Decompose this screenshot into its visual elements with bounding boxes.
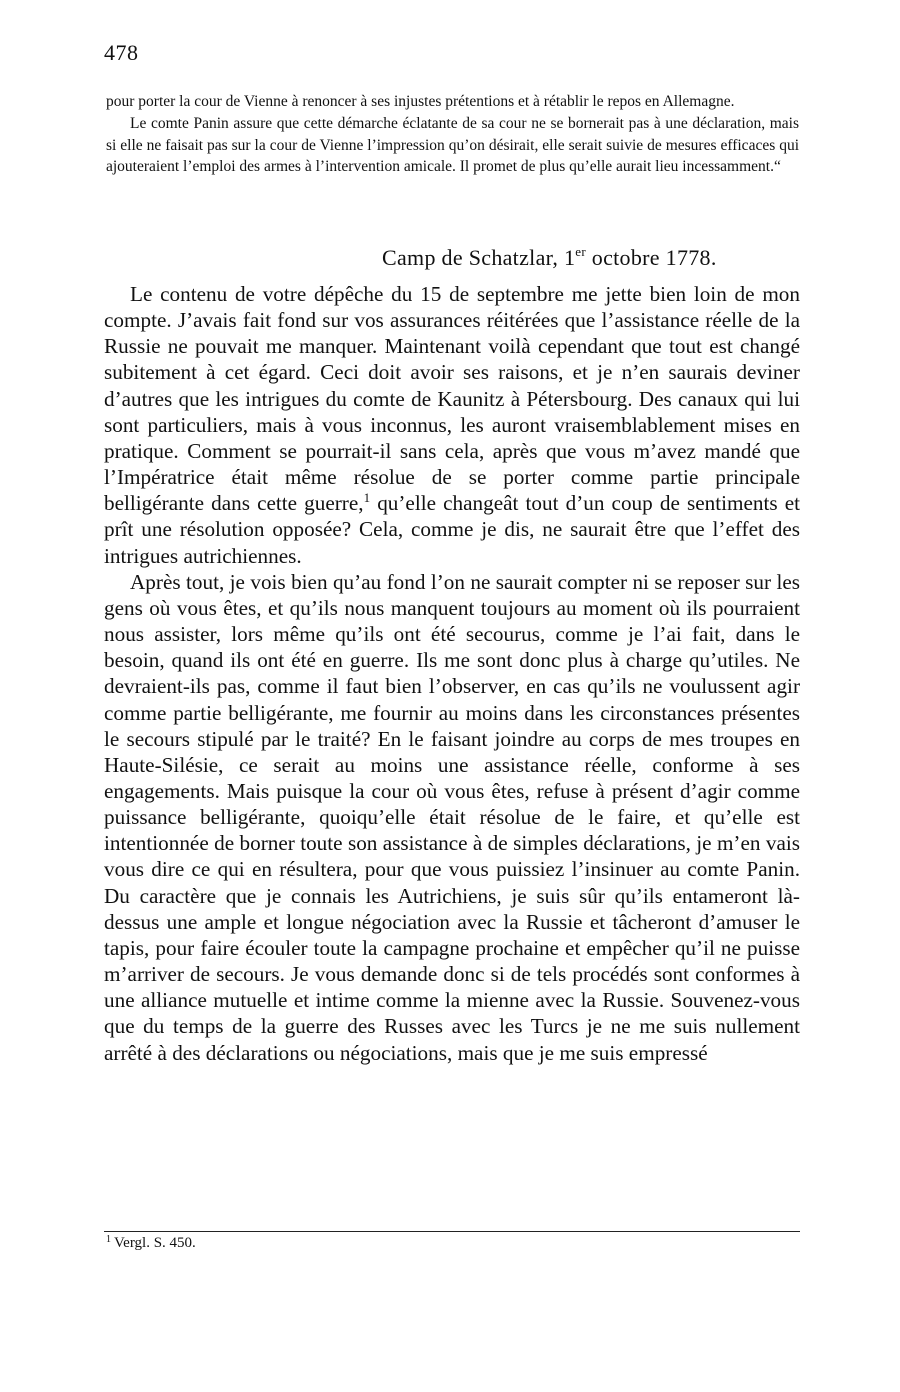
- quote-paragraph: Le comte Panin assure que cette démarche éclatante de sa cour ne se bornerait pas à une déclaration, mais si elle ne faisait pas sur la cour de Vienne l’impression qu’on désirait, elle serait suivie de mesures efficaces qui ajouteraient l’emploi des armes à l’intervention amicale. Il promet de plus qu’elle aurait lieu incessamment.“: [106, 114, 799, 176]
- footnote-separator: [104, 1231, 800, 1232]
- footnote: [106, 1234, 196, 1252]
- body-paragraph: [104, 281, 800, 569]
- body-paragraph: Après tout, je vois bien qu’au fond l’on ne saurait compter ni se reposer sur les gens où vous êtes, et qu’ils nous manquent toujours au moment où ils pourraient nous assister, lors même qu’ils ont été secourus, comme je l’ai fait, dans le besoin, quand ils ont été en guerre. Ils me sont donc plus à charge qu’utiles. Ne devraient-ils pas, comme il faut bien l’observer, en cas qu’ils ne voulussent agir comme partie belligérante, me fournir au moins dans les circonstances présentes le secours stipulé par le traité? En le faisant joindre au corps de mes troupes en Haute-Silésie, ce serait au moins une assistance réelle, conforme à ses engagements. Mais puisque la cour où vous êtes, refuse à présent d’agir comme puissance belligérante, quoiqu’elle était résolue de le faire, et qu’elle est intentionnée de borner toute son assistance à de simples déclarations, je m’en vais vous dire ce qui en résultera, pour que vous puissiez l’insinuer au comte Panin. Du caractère que je connais les Autrichiens, je suis sûr qu’ils entameront là-dessus une ample et longue négociation avec la Russie et tâcheront d’amuser le tapis, pour faire écouler toute la campagne prochaine et empêcher qu’il ne puisse m’arriver de secours. Je vous demande donc si de tels procédés sont conformes à une alliance mutuelle et intime comme la mienne avec la Russie. Souvenez-vous que du temps de la guerre des Russes avec les Turcs je ne me suis nullement arrêté à des déclarations ou négociations, mais que je me suis empressé: [104, 569, 800, 1065]
- letter-body: [104, 281, 800, 1066]
- page-number: 478: [104, 40, 139, 65]
- footnote-text: Vergl. S. 450.: [114, 1235, 196, 1251]
- dateline-date: octobre 1778.: [585, 245, 717, 270]
- quote-paragraph: pour porter la cour de Vienne à renoncer à ses injustes prétentions et à rétablir le repos en Allemagne.: [106, 93, 735, 110]
- quoted-report: [106, 91, 799, 178]
- footnote-marker: 1: [106, 1234, 111, 1245]
- body-text: qu’elle changeât tout d’un coup de sentiments et prît une résolution opposée? Cela, comme je dis, ne saurait être que l’effet des intrigues autrichiennes.: [104, 491, 800, 568]
- footnote-reference: 1: [363, 490, 371, 506]
- dateline-place: Camp de Schatzlar, 1: [382, 245, 576, 270]
- dateline-superscript: er: [575, 244, 586, 259]
- letter-dateline: [382, 245, 717, 271]
- body-text: Le contenu de votre dépêche du 15 de septembre me jette bien loin de mon compte. J’avais fait fond sur vos assurances réitérées que l’assistance réelle de la Russie ne pouvait me manquer. Maintenant voilà cependant que tout est changé subitement à cet égard. Ceci doit avoir ses raisons, et je n’en saurais deviner d’autres que les intrigues du comte de Kaunitz à Pétersbourg. Des canaux qui lui sont particuliers, mais à vous inconnus, les auront vraisemblablement mises en pratique. Comment se pourrait-il sans cela, après que vous m’avez mandé que l’Impératrice était même résolue de se porter comme partie principale belligérante dans cette guerre,: [104, 282, 800, 516]
